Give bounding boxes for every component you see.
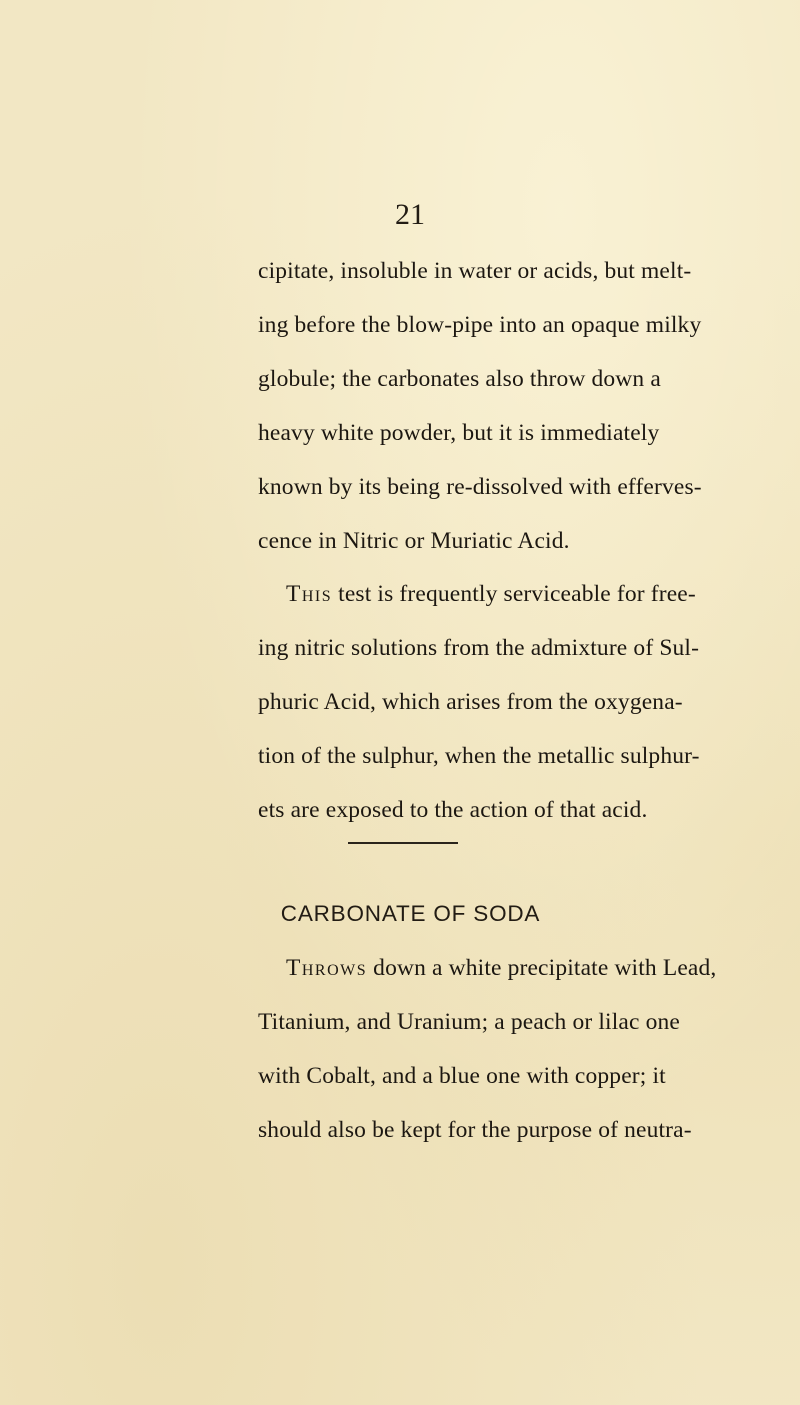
text-line: known by its being re-dissolved with efferves-	[258, 474, 702, 500]
text-line: cipitate, insoluble in water or acids, but melt-	[258, 258, 692, 284]
text-line: with Cobalt, and a blue one with copper; it	[258, 1063, 666, 1089]
text-line: Titanium, and Uranium; a peach or lilac one	[258, 1009, 680, 1035]
text-line-rest: test is frequently serviceable for free-	[332, 581, 696, 607]
text-line: ing before the blow-pipe into an opaque milky	[258, 312, 702, 338]
section-heading: CARBONATE OF SODA	[280, 901, 541, 926]
paragraph-lead-word: Throws	[286, 955, 368, 981]
text-line: ets are exposed to the action of that acid.	[258, 797, 648, 823]
text-line: phuric Acid, which arises from the oxygena-	[258, 689, 683, 715]
section-divider	[348, 842, 458, 844]
paragraph-lead-word: This	[286, 581, 333, 607]
text-line: tion of the sulphur, when the metallic sulphur-	[258, 743, 700, 769]
text-line: globule; the carbonates also throw down a	[258, 366, 661, 392]
text-line-rest: down a white precipitate with Lead,	[367, 955, 717, 981]
page-number: 21	[395, 198, 425, 231]
text-line: ing nitric solutions from the admixture of Sul-	[258, 635, 700, 661]
text-line: should also be kept for the purpose of neutra-	[258, 1117, 692, 1143]
text-line	[286, 953, 716, 983]
text-line	[286, 579, 696, 609]
text-line: heavy white powder, but it is immediately	[258, 420, 660, 446]
text-line: cence in Nitric or Muriatic Acid.	[258, 528, 570, 554]
